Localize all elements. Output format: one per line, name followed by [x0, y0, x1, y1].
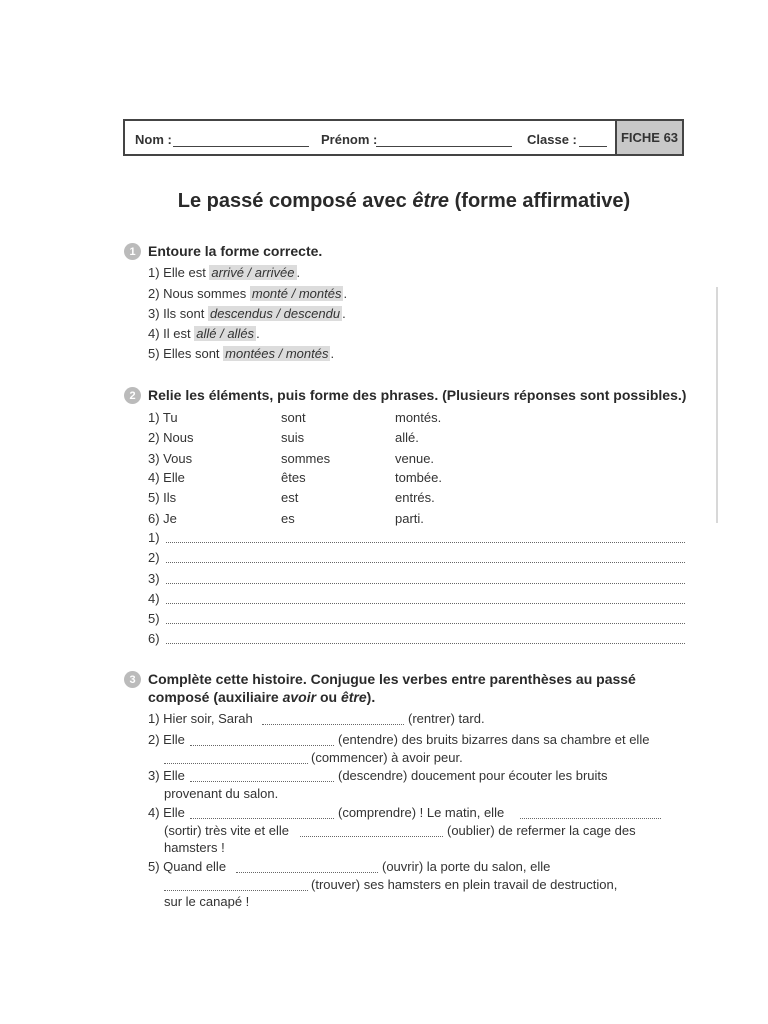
verb-cell: es	[281, 511, 295, 526]
story-text: (commencer) à avoir peur.	[311, 750, 463, 765]
answer-choice[interactable]: montées / montés	[225, 346, 329, 361]
item-end: .	[296, 265, 301, 280]
prenom-label: Prénom :	[321, 132, 378, 147]
verb-blank[interactable]	[520, 818, 661, 819]
exercise-3-instruction-line-1: Complète cette histoire. Conjugue les verbes entre parenthèses au passé	[148, 671, 636, 687]
exercise-1-item	[148, 265, 300, 280]
answer-choice[interactable]: allé / allés	[196, 326, 255, 341]
verb-cell: sont	[281, 410, 306, 425]
answer-line[interactable]	[166, 603, 685, 604]
participle-cell: parti.	[395, 511, 424, 526]
answer-line[interactable]	[166, 542, 685, 543]
exercise-1-item	[148, 346, 334, 361]
title-part-1: Le passé composé avec	[177, 190, 413, 212]
page-title	[0, 190, 768, 213]
verb-cell: suis	[281, 430, 305, 445]
participle-cell: montés.	[395, 410, 442, 425]
instr-text: ou	[316, 689, 341, 705]
nom-label: Nom :	[135, 132, 172, 147]
nom-field[interactable]	[173, 146, 309, 147]
subject-cell: 1) Tu	[148, 410, 178, 425]
answer-line[interactable]	[166, 623, 685, 624]
exercise-1-number: 1	[124, 243, 141, 260]
subject-cell: 3) Vous	[148, 451, 193, 466]
subject-cell: 5) Ils	[148, 490, 177, 505]
verb-cell: est	[281, 490, 299, 505]
exercise-2-instruction: Relie les éléments, puis forme des phrases. (Plusieurs réponses sont possibles.)	[148, 387, 687, 403]
story-text: 3) Elle	[148, 768, 185, 783]
story-text: 2) Elle	[148, 732, 185, 747]
story-text: 4) Elle	[148, 805, 185, 820]
verb-cell: êtes	[281, 470, 306, 485]
exercise-1-item	[148, 286, 347, 301]
classe-field[interactable]	[579, 146, 607, 147]
verb-cell: sommes	[281, 451, 331, 466]
instr-text: ).	[366, 689, 376, 705]
verb-blank[interactable]	[190, 781, 334, 782]
answer-label: 4)	[148, 591, 160, 606]
item-text: 2) Nous sommes	[148, 286, 250, 301]
item-text: 3) Ils sont	[148, 306, 208, 321]
item-end: .	[342, 306, 346, 321]
item-end: .	[330, 346, 335, 361]
verb-blank[interactable]	[190, 818, 334, 819]
exercise-1-instruction: Entoure la forme correcte.	[148, 243, 323, 259]
answer-choice[interactable]: descendus / descendu	[209, 306, 341, 321]
story-text: (comprendre) ! Le matin, elle	[338, 805, 505, 820]
prenom-field[interactable]	[376, 146, 512, 147]
story-text: 1) Hier soir, Sarah	[148, 711, 253, 726]
story-text: (trouver) ses hamsters en plein travail de destruction,	[311, 877, 618, 892]
answer-line[interactable]	[166, 562, 685, 563]
story-text: provenant du salon.	[164, 786, 279, 801]
verb-blank[interactable]	[236, 872, 378, 873]
answer-label: 2)	[148, 550, 160, 565]
answer-label: 6)	[148, 631, 160, 646]
margin-rule	[716, 287, 718, 523]
fiche-badge: FICHE 63	[615, 121, 682, 154]
story-text: (ouvrir) la porte du salon, elle	[382, 859, 551, 874]
exercise-1-item	[148, 306, 346, 321]
answer-label: 3)	[148, 571, 160, 586]
instr-avoir: avoir	[282, 689, 317, 705]
exercise-2-number: 2	[124, 387, 141, 404]
story-text: (sortir) très vite et elle	[164, 823, 289, 838]
story-text: (entendre) des bruits bizarres dans sa chambre et elle	[338, 732, 650, 747]
story-text: (oublier) de refermer la cage des	[447, 823, 636, 838]
answer-label: 1)	[148, 530, 160, 545]
subject-cell: 6) Je	[148, 511, 177, 526]
verb-blank[interactable]	[190, 745, 334, 746]
subject-cell: 2) Nous	[148, 430, 194, 445]
item-end: .	[256, 326, 260, 341]
exercise-1-item	[148, 326, 260, 341]
student-info-header	[123, 119, 684, 156]
subject-cell: 4) Elle	[148, 470, 185, 485]
item-end: .	[343, 286, 348, 301]
item-text: 1) Elle est	[148, 265, 210, 280]
story-text: sur le canapé !	[164, 894, 250, 909]
item-text: 4) Il est	[148, 326, 195, 341]
item-text: 5) Elles sont	[148, 346, 224, 361]
verb-blank[interactable]	[164, 763, 308, 764]
story-text: hamsters !	[164, 840, 225, 855]
answer-choice[interactable]: monté / montés	[251, 286, 342, 301]
answer-line[interactable]	[166, 583, 685, 584]
answer-line[interactable]	[166, 643, 685, 644]
story-text: 5) Quand elle	[148, 859, 227, 874]
exercise-3-number: 3	[124, 671, 141, 688]
instr-etre: être	[340, 689, 367, 705]
title-part-2: être	[412, 190, 450, 212]
participle-cell: tombée.	[395, 470, 442, 485]
story-text: (descendre) doucement pour écouter les bruits	[338, 768, 608, 783]
verb-blank[interactable]	[262, 724, 404, 725]
participle-cell: venue.	[395, 451, 435, 466]
participle-cell: entrés.	[395, 490, 435, 505]
title-part-3: (forme affirmative)	[449, 190, 631, 212]
classe-label: Classe :	[527, 132, 577, 147]
exercise-3-instruction-line-2	[148, 689, 375, 705]
participle-cell: allé.	[395, 430, 419, 445]
story-text: (rentrer) tard.	[408, 711, 485, 726]
instr-text: composé (auxiliaire	[148, 689, 283, 705]
answer-choice[interactable]: arrivé / arrivée	[211, 265, 295, 280]
answer-label: 5)	[148, 611, 160, 626]
verb-blank[interactable]	[300, 836, 443, 837]
verb-blank[interactable]	[164, 890, 308, 891]
